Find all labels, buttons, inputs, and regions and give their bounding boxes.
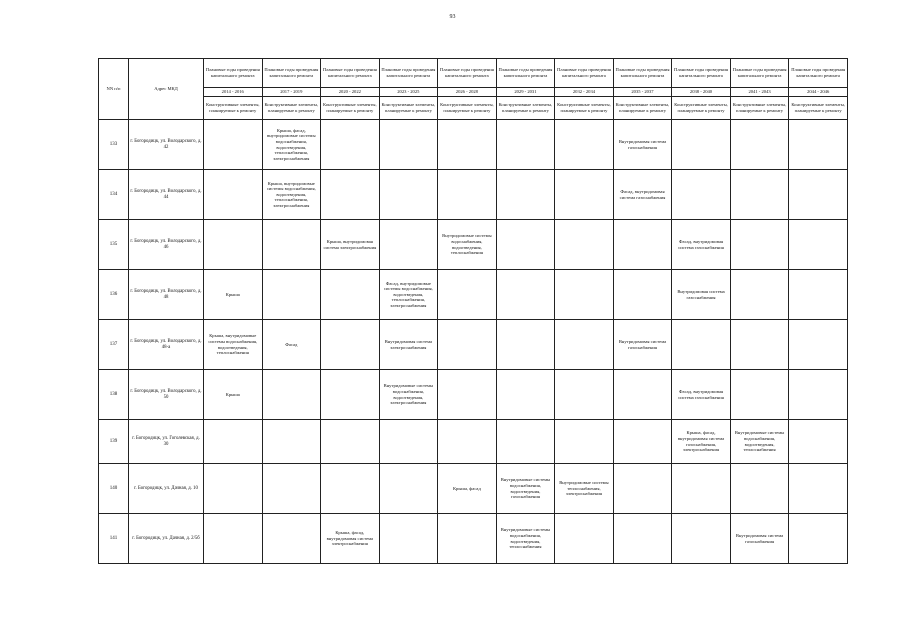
repair-elements-cell: Внутридомовые системы водоснабжения, водоотведения, теплоснабжения [438,220,497,270]
repair-elements-cell [672,514,731,564]
column-header-elements: Конструктивные элементы, планируемые к ремонту [730,97,789,120]
row-address: г. Богородицк, ул. Дачная, д. 2/5б [129,514,204,564]
column-header-planned: Плановые годы проведения капитального ремонта [379,59,438,88]
repair-elements-cell [613,464,672,514]
row-address: г. Богородицк, ул. Дачная, д. 10 [129,464,204,514]
repair-elements-cell: Крыша, фасад, внутридомовая система электроснабжения [321,514,380,564]
repair-elements-cell [789,270,848,320]
repair-elements-cell [204,220,263,270]
column-header-elements: Конструктивные элементы, планируемые к ремонту [204,97,263,120]
table-row [99,220,848,270]
year-range: 2041 - 2043 [730,88,789,97]
repair-elements-cell [672,464,731,514]
year-range: 2020 - 2022 [321,88,380,97]
repair-elements-cell [555,420,614,464]
repair-elements-cell: Крыша, фасад [438,464,497,514]
repair-elements-cell: Фасад, внутридомовая система газоснабжения [672,370,731,420]
column-header-elements: Конструктивные элементы, планируемые к ремонту [496,97,555,120]
row-address: г. Богородицк, ул. Володарского, д. 48-а [129,320,204,370]
repair-elements-cell: Крыша, внутридомовые системы водоснабжения, водоотведения, теплоснабжения, электроснабжения [262,170,321,220]
repair-elements-cell: Крыша, фасад, внутридомовая система газоснабжения, электроснабжения [672,420,731,464]
repair-elements-cell [789,464,848,514]
repair-elements-cell [321,120,380,170]
repair-elements-cell [204,464,263,514]
repair-elements-cell [613,514,672,564]
repair-elements-cell [789,514,848,564]
row-number: 138 [99,370,129,420]
repair-elements-cell [730,270,789,320]
column-header-elements: Конструктивные элементы, планируемые к ремонту [672,97,731,120]
row-address: г. Богородицк, ул. Володарского, д. 48 [129,270,204,320]
repair-elements-cell [438,320,497,370]
repair-elements-cell: Крыша [204,270,263,320]
repair-elements-cell: Внутридомовые системы водоснабжения, водоотведения, электроснабжения [379,370,438,420]
repair-elements-cell: Фасад, внутридомовая система газоснабжения [613,170,672,220]
repair-elements-cell [438,514,497,564]
repair-elements-cell [262,464,321,514]
repair-elements-cell [438,120,497,170]
year-range: 2014 - 2016 [204,88,263,97]
repair-elements-cell: Крыша [204,370,263,420]
table-row [99,170,848,220]
column-header-elements: Конструктивные элементы, планируемые к ремонту [555,97,614,120]
year-range: 2017 - 2019 [262,88,321,97]
repair-elements-cell [438,370,497,420]
page-number: 93 [449,14,456,20]
repair-elements-cell [262,370,321,420]
repair-elements-cell [672,170,731,220]
column-header-planned: Плановые годы проведения капитального ремонта [438,59,497,88]
year-range: 2023 - 2025 [379,88,438,97]
repair-elements-cell [555,120,614,170]
repair-elements-cell [730,370,789,420]
repair-elements-cell [379,464,438,514]
column-header-elements: Конструктивные элементы, планируемые к ремонту [438,97,497,120]
repair-elements-cell: Внутридомовые системы водоснабжения, водоотведения, теплоснабжения [496,514,555,564]
row-address: г. Богородицк, ул. Володарского, д. 50 [129,370,204,420]
repair-elements-cell: Крыша, внутридомовая система электроснабжения [321,220,380,270]
row-number: 136 [99,270,129,320]
row-address: г. Богородицк, ул. Володарского, д. 44 [129,170,204,220]
repair-elements-cell [672,320,731,370]
column-header-planned: Плановые годы проведения капитального ремонта [321,59,380,88]
repair-elements-cell [789,420,848,464]
row-number: 134 [99,170,129,220]
repair-elements-cell [379,120,438,170]
repair-elements-cell [262,220,321,270]
repair-elements-cell: Внутридомовые системы водоснабжения, водоотведения, теплоснабжения [730,420,789,464]
repair-elements-cell: Фасад, внутридомовые системы водоснабжения, водоотведения, теплоснабжения, электроснабжения [379,270,438,320]
repair-elements-cell: Внутридомовые системы теплоснабжения, электроснабжения [555,464,614,514]
repair-elements-cell [496,220,555,270]
table-row [99,120,848,170]
row-number: 137 [99,320,129,370]
repair-elements-cell [262,420,321,464]
repair-elements-cell [379,170,438,220]
row-number: 133 [99,120,129,170]
repair-elements-cell [321,320,380,370]
year-range: 2035 - 2037 [613,88,672,97]
repair-elements-cell: Крыша, фасад, внутридомовые системы водоснабжения, водоотведения, теплоснабжения, электроснабжения [262,120,321,170]
repair-elements-cell [204,120,263,170]
column-header-number: NN п/п [99,59,129,120]
repair-elements-cell [262,514,321,564]
table-row [99,270,848,320]
repair-elements-cell [613,420,672,464]
repair-elements-cell: Внутридомовая система газоснабжения [613,120,672,170]
repair-elements-cell [379,220,438,270]
repair-elements-cell [555,170,614,220]
repair-elements-cell [730,170,789,220]
row-address: г. Богородицк, ул. Володарского, д. 46 [129,220,204,270]
repair-elements-cell [496,370,555,420]
column-header-planned: Плановые годы проведения капитального ремонта [730,59,789,88]
year-range: 2026 - 2028 [438,88,497,97]
row-number: 140 [99,464,129,514]
repair-elements-cell [438,420,497,464]
repair-elements-cell [379,514,438,564]
repair-elements-cell [321,270,380,320]
repair-elements-cell [555,514,614,564]
year-range: 2044 - 2046 [789,88,848,97]
repair-elements-cell: Внутридомовые системы водоснабжения, водоотведения, газоснабжения [496,464,555,514]
repair-elements-cell [789,120,848,170]
table-row [99,514,848,564]
repair-elements-cell [204,420,263,464]
repair-schedule-table [98,58,848,564]
column-header-planned: Плановые годы проведения капитального ремонта [496,59,555,88]
repair-elements-cell [613,370,672,420]
year-range: 2032 - 2034 [555,88,614,97]
repair-elements-cell [555,320,614,370]
repair-elements-cell [496,170,555,220]
repair-elements-cell: Внутридомовая система газоснабжения [672,270,731,320]
repair-elements-cell [613,220,672,270]
column-header-address: Адрес МКД [129,59,204,120]
repair-elements-cell [672,120,731,170]
column-header-elements: Конструктивные элементы, планируемые к ремонту [789,97,848,120]
row-number: 135 [99,220,129,270]
table-row [99,420,848,464]
repair-elements-cell [730,220,789,270]
repair-elements-cell [321,170,380,220]
column-header-planned: Плановые годы проведения капитального ремонта [672,59,731,88]
row-number: 139 [99,420,129,464]
repair-elements-cell [496,120,555,170]
repair-elements-cell [789,220,848,270]
column-header-elements: Конструктивные элементы, планируемые к ремонту [379,97,438,120]
repair-elements-cell [438,170,497,220]
repair-elements-cell: Внутридомовая система газоснабжения [613,320,672,370]
repair-elements-cell [789,170,848,220]
column-header-elements: Конструктивные элементы, планируемые к ремонту [321,97,380,120]
repair-elements-cell [204,170,263,220]
repair-elements-cell [379,420,438,464]
row-address: г. Богородицк, ул. Володарского, д. 42 [129,120,204,170]
repair-elements-cell [438,270,497,320]
column-header-planned: Плановые годы проведения капитального ремонта [262,59,321,88]
repair-elements-cell [730,120,789,170]
row-address: г. Богородицк, ул. Гоголевская, д. 30 [129,420,204,464]
repair-elements-cell: Крыша, внутридомовые системы водоснабжения, водоотведения, теплоснабжения [204,320,263,370]
column-header-elements: Конструктивные элементы, планируемые к ремонту [613,97,672,120]
repair-elements-cell [555,370,614,420]
repair-elements-cell [262,270,321,320]
repair-elements-cell: Внутридомовая система электроснабжения [379,320,438,370]
column-header-planned: Плановые годы проведения капитального ремонта [555,59,614,88]
row-number: 141 [99,514,129,564]
repair-elements-cell [789,370,848,420]
repair-elements-cell [613,270,672,320]
repair-elements-cell [496,320,555,370]
year-range: 2038 - 2040 [672,88,731,97]
column-header-planned: Плановые годы проведения капитального ремонта [789,59,848,88]
repair-elements-cell [789,320,848,370]
table-row [99,320,848,370]
repair-elements-cell: Внутридомовая система газоснабжения [730,514,789,564]
column-header-planned: Плановые годы проведения капитального ремонта [613,59,672,88]
repair-elements-cell [555,270,614,320]
repair-elements-cell: Фасад [262,320,321,370]
repair-elements-cell [204,514,263,564]
column-header-planned: Плановые годы проведения капитального ремонта [204,59,263,88]
repair-elements-cell [321,464,380,514]
year-range: 2029 - 2031 [496,88,555,97]
column-header-elements: Конструктивные элементы, планируемые к ремонту [262,97,321,120]
repair-elements-cell [730,464,789,514]
repair-elements-cell [730,320,789,370]
repair-elements-cell [555,220,614,270]
repair-elements-cell [496,420,555,464]
repair-elements-cell [496,270,555,320]
table-body [99,120,848,564]
repair-elements-cell [321,370,380,420]
repair-elements-cell: Фасад, внутридомовая система газоснабжения [672,220,731,270]
repair-elements-cell [321,420,380,464]
table-row [99,464,848,514]
table-row [99,370,848,420]
